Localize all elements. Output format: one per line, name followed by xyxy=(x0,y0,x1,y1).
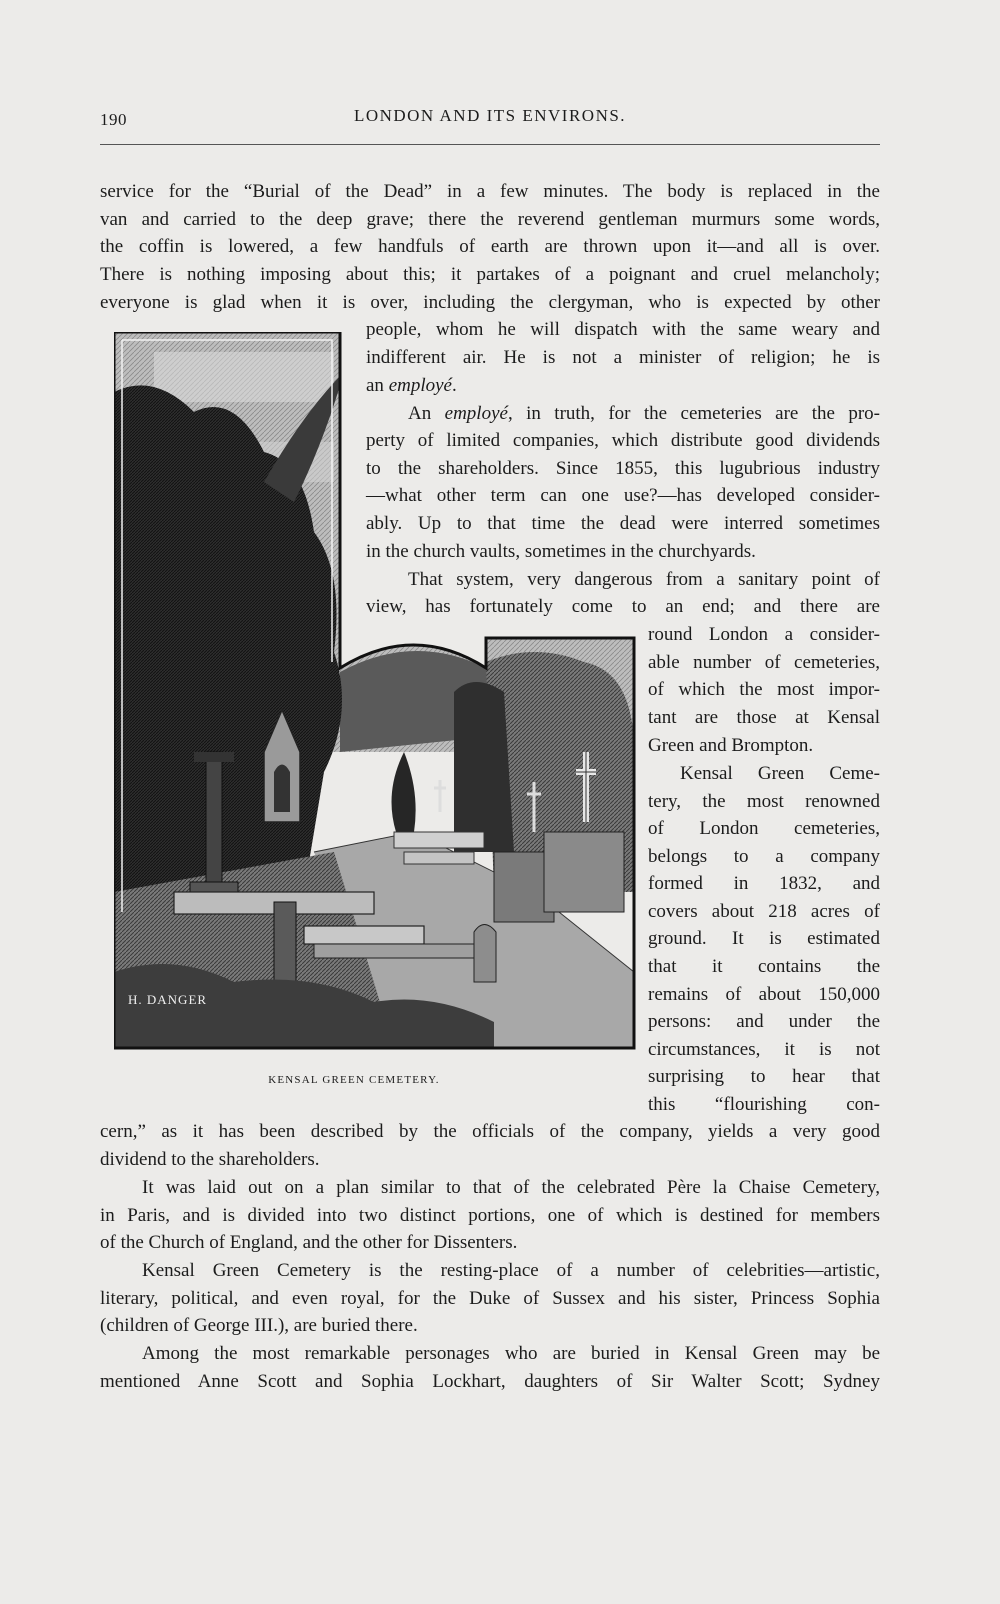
text-line: that it contains the xyxy=(648,956,880,977)
text-line: ground. It is estimated xyxy=(648,928,880,949)
text-line: people, whom he will dispatch with the same weary and xyxy=(366,319,880,340)
text-line: round London a consider- xyxy=(648,624,880,645)
text-line: mentioned Anne Scott and Sophia Lockhart, daughters of Sir Walter Scott; Sydney xyxy=(100,1371,880,1392)
text-line: (children of George III.), are buried there. xyxy=(100,1315,418,1336)
text-line: Among the most remarkable personages who are buried in Kensal Green may be xyxy=(142,1343,880,1364)
text-line: persons: and under the xyxy=(648,1011,880,1032)
text-line: dividend to the shareholders. xyxy=(100,1149,320,1170)
text-line: of the Church of England, and the other for Dissenters. xyxy=(100,1232,518,1253)
running-head: LONDON AND ITS ENVIRONS. xyxy=(353,106,627,125)
text-line: van and carried to the deep grave; there the reverend gentleman murmurs some words, xyxy=(100,209,880,230)
text-line: surprising to hear that xyxy=(648,1066,880,1087)
text-line: in the church vaults, sometimes in the churchyards. xyxy=(366,541,756,562)
text-line: Green and Brompton. xyxy=(648,735,814,756)
text-line: of which the most impor- xyxy=(648,679,880,700)
text-line: An employé, in truth, for the cemeteries are the pro- xyxy=(408,403,881,424)
text-line: There is nothing imposing about this; it partakes of a poignant and cruel melancholy; xyxy=(100,264,880,285)
text-line: to the shareholders. Since 1855, this lugubrious industry xyxy=(366,458,880,479)
figure-caption: KENSAL GREEN CEMETERY. xyxy=(268,1074,440,1086)
text-line: perty of limited companies, which distribute good dividends xyxy=(366,430,880,451)
text-line: belongs to a company xyxy=(648,846,880,867)
text-line: tant are those at Kensal xyxy=(648,707,880,728)
page-header xyxy=(100,106,880,136)
text-line: in Paris, and is divided into two distinct portions, one of which is destined for members xyxy=(100,1205,880,1226)
cemetery-engraving xyxy=(114,332,638,1060)
text-line: cern,” as it has been described by the officials of the company, yields a very good xyxy=(100,1121,880,1142)
header-rule xyxy=(100,144,880,145)
text-line: That system, very dangerous from a sanitary point of xyxy=(408,569,880,590)
text-line: tery, the most renowned xyxy=(648,791,880,812)
text-line: ably. Up to that time the dead were interred sometimes xyxy=(366,513,880,534)
text-line: of London cemeteries, xyxy=(648,818,880,839)
page-number: 190 xyxy=(100,110,127,129)
text-line: formed in 1832, and xyxy=(648,873,880,894)
text-line: —what other term can one use?—has developed consider- xyxy=(366,485,880,506)
text-line: able number of cemeteries, xyxy=(648,652,880,673)
text-line: It was laid out on a plan similar to that of the celebrated Père la Chaise Cemetery, xyxy=(142,1177,880,1198)
text-line: everyone is glad when it is over, including the clergyman, who is expected by other xyxy=(100,292,880,313)
text-line: this “flourishing con- xyxy=(648,1094,880,1115)
text-line: circumstances, it is not xyxy=(648,1039,880,1060)
text-line: Kensal Green Cemetery is the resting-place of a number of celebrities—artistic, xyxy=(142,1260,880,1281)
text-line: literary, political, and even royal, for the Duke of Sussex and his sister, Princess Sophia xyxy=(100,1288,880,1309)
text-line: remains of about 150,000 xyxy=(648,984,880,1005)
text-line: the coffin is lowered, a few handfuls of earth are thrown upon it—and all is over. xyxy=(100,236,880,257)
text-line: Kensal Green Ceme- xyxy=(680,763,880,784)
artist-signature: H. DANGER xyxy=(128,992,208,1007)
text-line: view, has fortunately come to an end; and there are xyxy=(366,596,880,617)
text-line: an employé. xyxy=(366,375,457,396)
text-line: indifferent air. He is not a minister of religion; he is xyxy=(366,347,880,368)
text-line: covers about 218 acres of xyxy=(648,901,880,922)
text-line: service for the “Burial of the Dead” in a few minutes. The body is replaced in the xyxy=(100,181,880,202)
